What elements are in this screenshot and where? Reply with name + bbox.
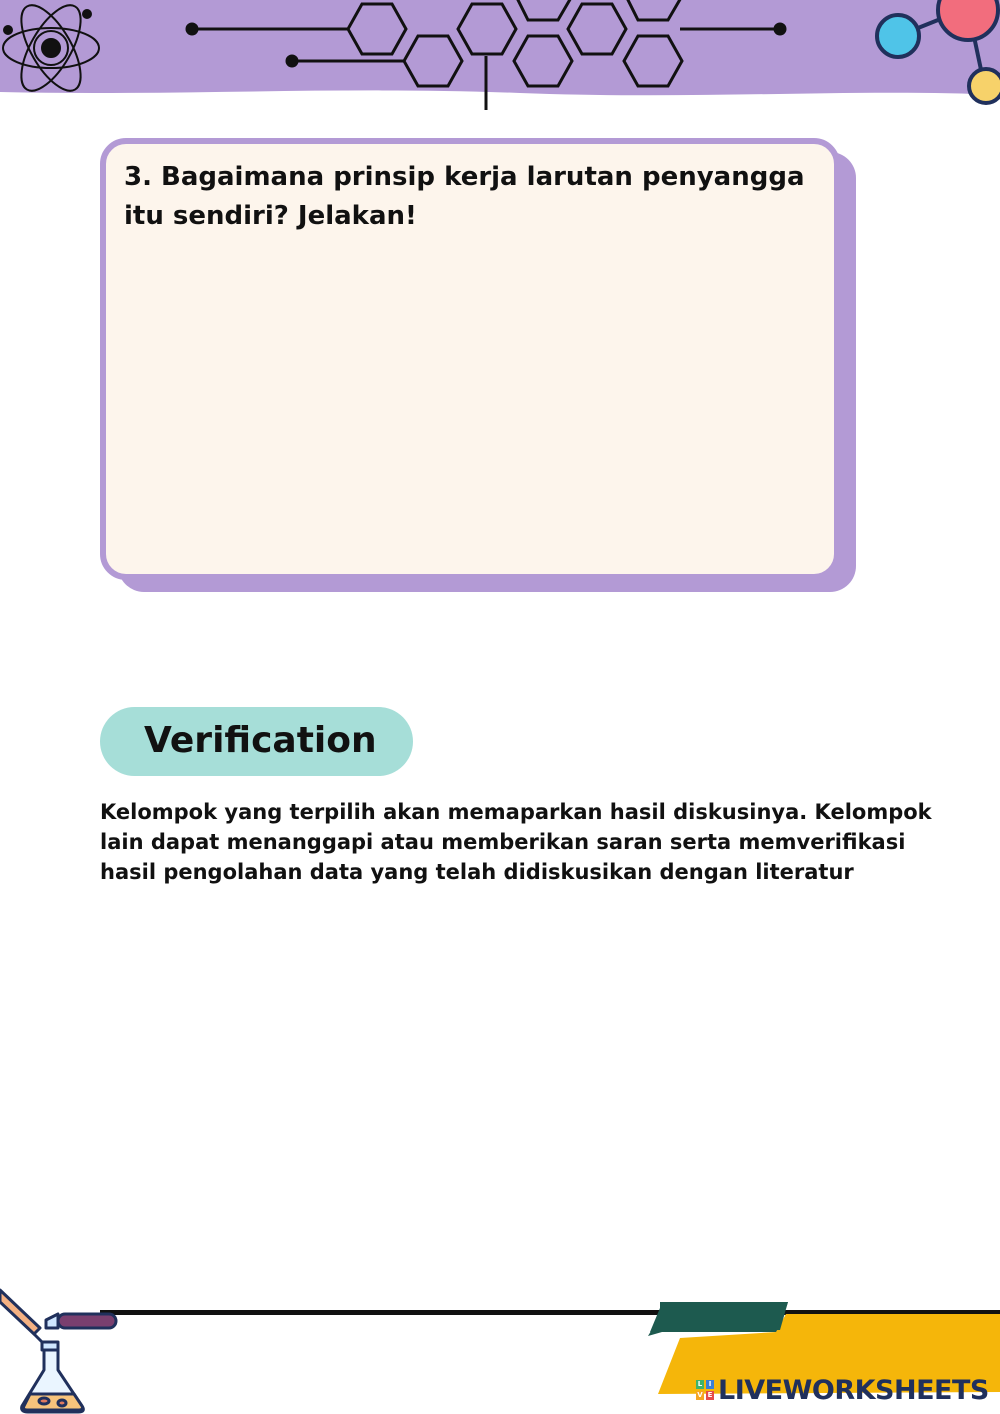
question-card bbox=[100, 138, 840, 580]
verification-badge bbox=[100, 707, 413, 776]
liveworksheets-logo-icon: L I V E bbox=[697, 1380, 713, 1399]
question-text: 3. Bagaimana prinsip kerja larutan penyangga itu sendiri? Jelakan! bbox=[124, 162, 805, 231]
verification-title: Verification bbox=[144, 720, 377, 761]
verification-text: Kelompok yang terpilih akan memaparkan hasil diskusinya. Kelompok lain dapat menanggapi atau memberikan saran serta memverifikasi hasil pengolahan data yang telah didiskusikan dengan literatur bbox=[100, 800, 932, 884]
footer-brand[interactable] bbox=[696, 1372, 989, 1408]
header-band bbox=[0, 0, 1000, 110]
flask-icon bbox=[0, 1280, 130, 1414]
answer-area[interactable] bbox=[124, 244, 816, 556]
brand-name: LIVEWORKSHEETS bbox=[718, 1374, 989, 1406]
